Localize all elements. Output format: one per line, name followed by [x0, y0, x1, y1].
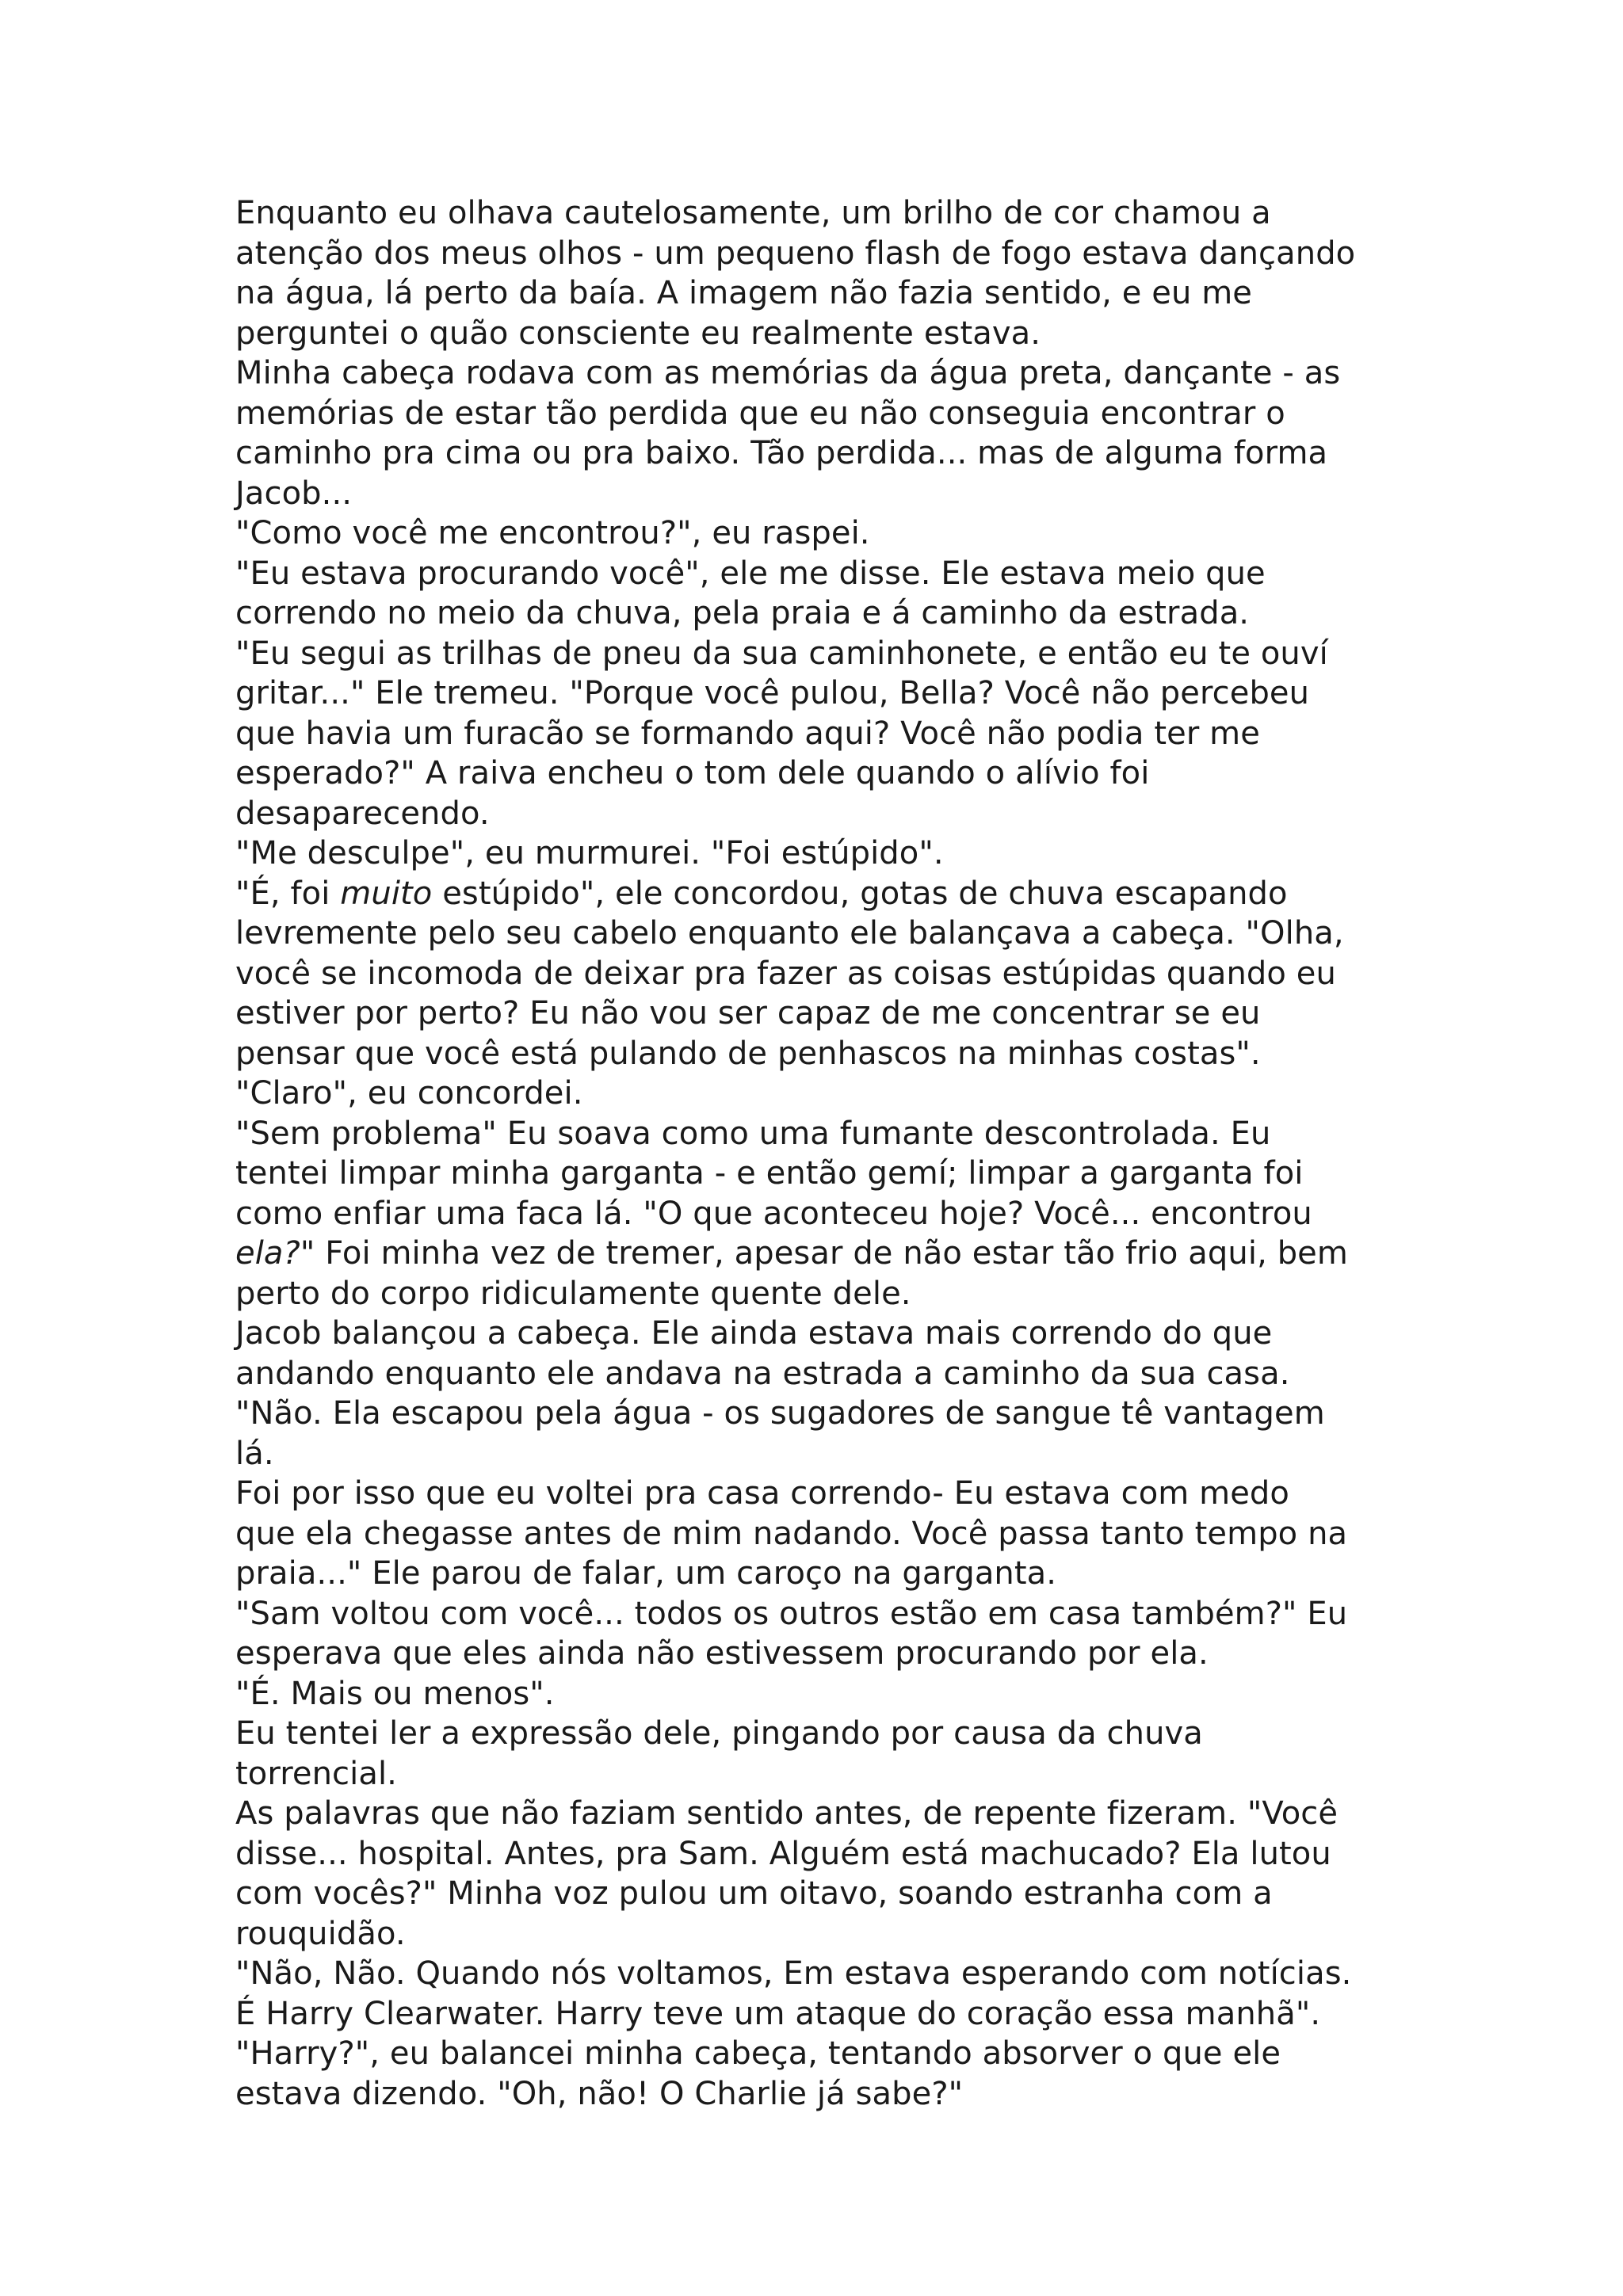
text-span: esperava que eles ainda não estivessem procurando por ela. [235, 1635, 1209, 1672]
text-line [235, 193, 1424, 234]
text-span: que havia um furacão se formando aqui? Você não podia ter me [235, 715, 1260, 752]
text-span: torrencial. [235, 1755, 397, 1792]
text-span: estiver por perto? Eu não vou ser capaz de me concentrar se eu [235, 995, 1261, 1032]
text-line [235, 714, 1424, 754]
text-line [235, 273, 1424, 314]
text-line [235, 1914, 1424, 1955]
text-line [235, 554, 1424, 594]
text-line [235, 994, 1424, 1034]
text-span: "É, foi [235, 875, 341, 912]
text-span: "Sam voltou com você... todos os outros estão em casa também?" Eu [235, 1595, 1348, 1632]
text-span: "Sem problema" Eu soava como uma fumante descontrolada. Eu [235, 1115, 1271, 1152]
text-line [235, 433, 1424, 474]
text-line [235, 353, 1424, 394]
text-span: que ela chegasse antes de mim nadando. Você passa tanto tempo na [235, 1515, 1348, 1552]
text-line [235, 1394, 1424, 1434]
text-line [235, 1034, 1424, 1074]
text-span: com vocês?" Minha voz pulou um oitavo, soando estranha com a [235, 1875, 1273, 1912]
text-span: Eu tentei ler a expressão dele, pingando por causa da chuva [235, 1715, 1203, 1752]
text-span: perto do corpo ridiculamente quente dele. [235, 1275, 911, 1312]
text-line [235, 474, 1424, 514]
text-span: Enquanto eu olhava cautelosamente, um brilho de cor chamou a [235, 195, 1271, 231]
text-span: As palavras que não faziam sentido antes, de repente fizeram. "Você [235, 1795, 1338, 1832]
text-line [235, 1474, 1424, 1514]
text-line [235, 1154, 1424, 1194]
text-span: rouquidão. [235, 1915, 406, 1952]
text-span: correndo no meio da chuva, pela praia e á caminho da estrada. [235, 595, 1250, 631]
text-span: andando enquanto ele andava na estrada a caminho da sua casa. [235, 1355, 1290, 1392]
text-line [235, 1194, 1424, 1234]
text-span: "Eu estava procurando você", ele me disse. Ele estava meio que [235, 555, 1266, 592]
text-span: lá. [235, 1435, 274, 1472]
text-line [235, 593, 1424, 634]
text-span: tentei limpar minha garganta - e então gemí; limpar a garganta foi [235, 1155, 1304, 1192]
text-line [235, 1314, 1424, 1354]
text-span: "Como você me encontrou?", eu raspei. [235, 515, 870, 551]
text-line [235, 1354, 1424, 1394]
text-span: disse... hospital. Antes, pra Sam. Alguém está machucado? Ela lutou [235, 1835, 1331, 1872]
text-line [235, 1714, 1424, 1754]
text-span: como enfiar uma faca lá. "O que aconteceu hoje? Você... encontrou [235, 1195, 1312, 1232]
text-line [235, 1594, 1424, 1634]
text-span: desaparecendo. [235, 795, 490, 832]
text-line [235, 314, 1424, 354]
text-line [235, 1994, 1424, 2035]
text-span: pensar que você está pulando de penhascos na minhas costas". [235, 1035, 1261, 1072]
document-body-text [235, 193, 1424, 2114]
text-span: estúpido", ele concordou, gotas de chuva escapando [432, 875, 1288, 912]
text-line [235, 394, 1424, 434]
italic-text-span: muito [340, 875, 433, 912]
text-line [235, 954, 1424, 994]
text-line [235, 1634, 1424, 1674]
text-span: "Me desculpe", eu murmurei. "Foi estúpido". [235, 835, 944, 871]
text-line [235, 1874, 1424, 1914]
italic-text-span: ela? [235, 1235, 300, 1272]
text-span: estava dizendo. "Oh, não! O Charlie já sabe?" [235, 2075, 964, 2112]
text-line [235, 234, 1424, 274]
text-line [235, 874, 1424, 914]
text-line [235, 673, 1424, 714]
text-line [235, 1834, 1424, 1875]
text-line [235, 913, 1424, 954]
text-span: você se incomoda de deixar pra fazer as coisas estúpidas quando eu [235, 955, 1336, 992]
text-span: " Foi minha vez de tremer, apesar de não estar tão frio aqui, bem [300, 1235, 1348, 1272]
text-line [235, 634, 1424, 674]
text-line [235, 513, 1424, 554]
text-span: Foi por isso que eu voltei pra casa correndo- Eu estava com medo [235, 1475, 1289, 1512]
text-line [235, 1074, 1424, 1114]
text-line [235, 1674, 1424, 1714]
text-span: "Claro", eu concordei. [235, 1075, 583, 1112]
text-span: "Não, Não. Quando nós voltamos, Em estava esperando com notícias. [235, 1955, 1352, 1992]
text-line [235, 1954, 1424, 1994]
text-span: "Eu segui as trilhas de pneu da sua caminhonete, e então eu te ouví [235, 635, 1328, 672]
text-line [235, 2034, 1424, 2074]
text-span: praia..." Ele parou de falar, um caroço na garganta. [235, 1555, 1057, 1592]
text-line [235, 1754, 1424, 1794]
text-span: "É. Mais ou menos". [235, 1675, 555, 1712]
text-span: memórias de estar tão perdida que eu não conseguia encontrar o [235, 395, 1285, 432]
text-span: É Harry Clearwater. Harry teve um ataque do coração essa manhã". [235, 1995, 1321, 2032]
text-line [235, 1434, 1424, 1474]
text-span: Minha cabeça rodava com as memórias da água preta, dançante - as [235, 355, 1341, 391]
text-line [235, 833, 1424, 874]
text-line [235, 1554, 1424, 1594]
text-line [235, 1114, 1424, 1154]
text-line [235, 794, 1424, 834]
text-line [235, 1514, 1424, 1554]
text-span: "Harry?", eu balancei minha cabeça, tentando absorver o que ele [235, 2035, 1281, 2072]
text-line [235, 1794, 1424, 1834]
text-span: perguntei o quão consciente eu realmente estava. [235, 315, 1041, 352]
text-span: Jacob balançou a cabeça. Ele ainda estava mais correndo do que [235, 1315, 1273, 1352]
text-line [235, 1274, 1424, 1314]
text-span: Jacob... [235, 475, 353, 512]
text-span: caminho pra cima ou pra baixo. Tão perdida... mas de alguma forma [235, 435, 1328, 471]
text-span: atenção dos meus olhos - um pequeno flash de fogo estava dançando [235, 235, 1356, 272]
text-span: esperado?" A raiva encheu o tom dele quando o alívio foi [235, 755, 1150, 791]
text-span: levremente pelo seu cabelo enquanto ele balançava a cabeça. "Olha, [235, 915, 1344, 952]
text-span: na água, lá perto da baía. A imagem não fazia sentido, e eu me [235, 275, 1252, 311]
text-line [235, 753, 1424, 794]
text-span: "Não. Ela escapou pela água - os sugadores de sangue tê vantagem [235, 1395, 1325, 1432]
text-span: gritar..." Ele tremeu. "Porque você pulou, Bella? Você não percebeu [235, 675, 1310, 711]
text-line [235, 2074, 1424, 2115]
text-line [235, 1234, 1424, 1274]
